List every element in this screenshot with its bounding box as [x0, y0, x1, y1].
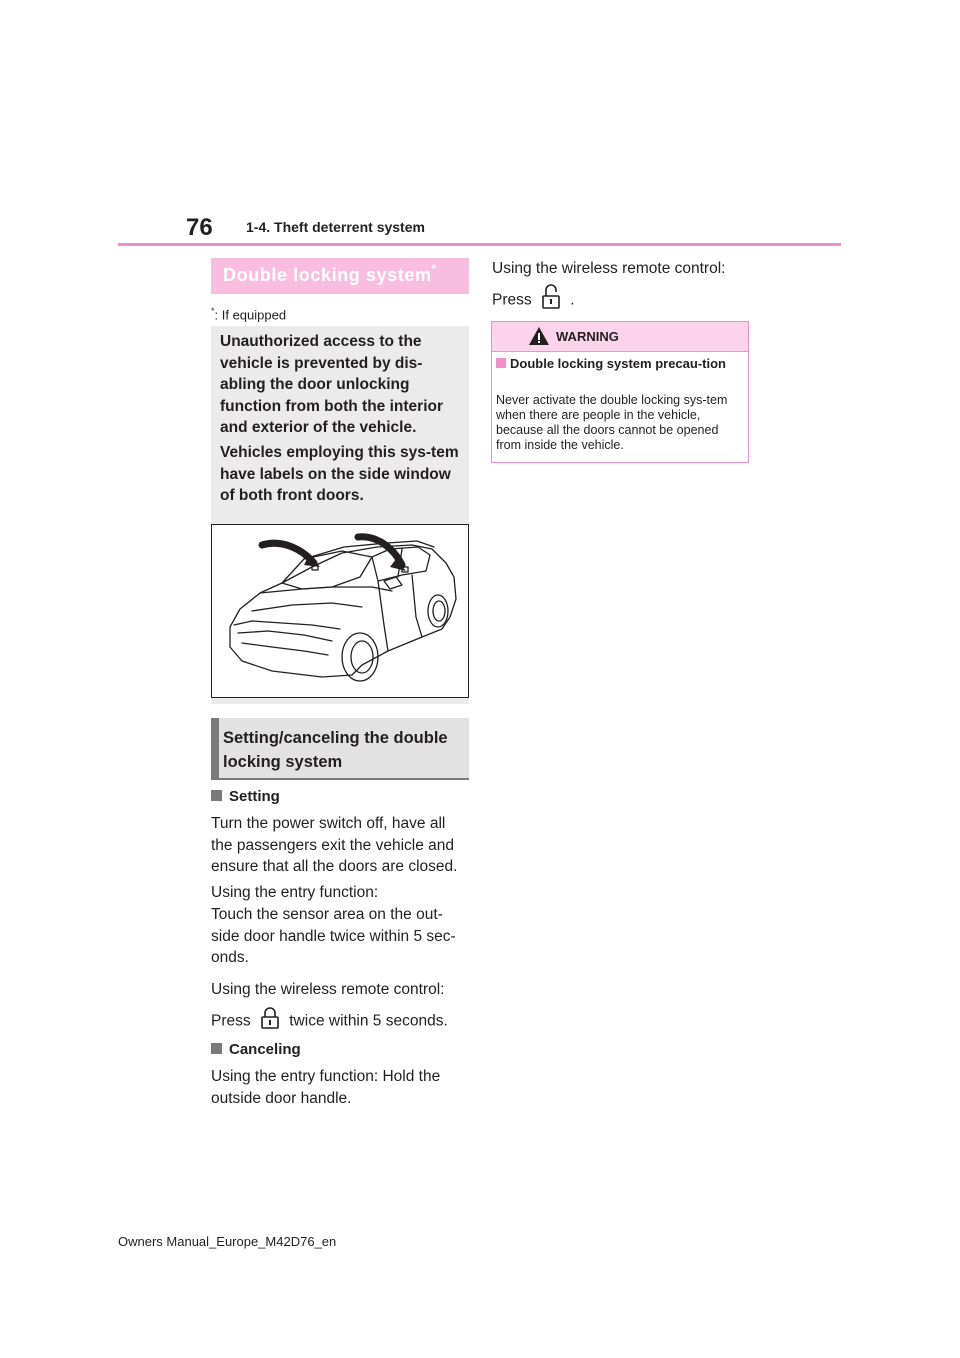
double-locking-heading	[211, 258, 469, 294]
setting-section-heading-text: Setting/canceling the double locking system	[223, 729, 448, 771]
warning-icon	[528, 326, 550, 346]
footnote-text: : If equipped	[214, 307, 287, 323]
header-rule	[118, 243, 841, 246]
right-remote-intro: Using the wireless remote control:	[492, 260, 726, 277]
warning-subtitle-text: Double locking system precau-tion	[510, 356, 726, 371]
press-word: Press	[211, 1012, 251, 1030]
canceling-subheading	[211, 1041, 301, 1058]
setting-paragraph: Turn the power switch off, have all the passengers exit the vehicle and ensure that all the doors are closed.	[211, 815, 458, 876]
entry-function-text: Touch the sensor area on the out-side door handle twice within 5 sec-onds.	[211, 906, 456, 967]
heading-asterisk: *	[431, 263, 437, 275]
bullet-square	[211, 790, 222, 801]
warning-bullet	[496, 358, 506, 368]
press-suffix: twice within 5 seconds.	[289, 1012, 448, 1030]
footer-text: Owners Manual_Europe_M42D76_en	[118, 1234, 337, 1249]
car-illustration	[211, 524, 469, 698]
remote-intro: Using the wireless remote control:	[211, 981, 445, 998]
warning-subtitle	[496, 356, 741, 371]
setting-subheading	[211, 788, 280, 805]
entry-function-intro: Using the entry function:	[211, 884, 379, 901]
press-instruction	[211, 1006, 481, 1037]
warning-header	[492, 322, 748, 352]
bullet-square	[211, 1043, 222, 1054]
double-locking-heading-text: Double locking system	[223, 265, 432, 285]
warning-body: Never activate the double locking sys-tem when there are people in the vehicle, because all the doors cannot be opened from inside the vehicle.	[496, 393, 728, 452]
intro-paragraph-1: Unauthorized access to the vehicle is prevented by dis-abling the door unlocking function from both the interior and exterior of the vehicle.	[220, 333, 444, 437]
unlock-icon	[540, 284, 562, 317]
section-title: 1-4. Theft deterrent system	[246, 219, 425, 235]
intro-paragraph-2: Vehicles employing this sys-tem have labels on the side window of both front doors.	[220, 444, 459, 505]
car-drawing	[212, 525, 468, 697]
intro-box	[211, 326, 469, 704]
lock-icon	[259, 1006, 281, 1037]
setting-section-heading	[211, 718, 469, 780]
footnote-asterisk: *	[211, 306, 215, 316]
canceling-subheading-text: Canceling	[229, 1041, 301, 1058]
warning-box	[491, 321, 749, 463]
setting-subheading-text: Setting	[229, 788, 280, 805]
canceling-paragraph: Using the entry function: Hold the outside door handle.	[211, 1068, 441, 1107]
right-press-word: Press	[492, 291, 532, 309]
footnote	[211, 306, 286, 322]
page-number: 76	[186, 214, 213, 241]
warning-label: WARNING	[556, 329, 619, 344]
right-press-suffix: .	[570, 291, 575, 309]
right-press-instruction	[492, 284, 752, 317]
